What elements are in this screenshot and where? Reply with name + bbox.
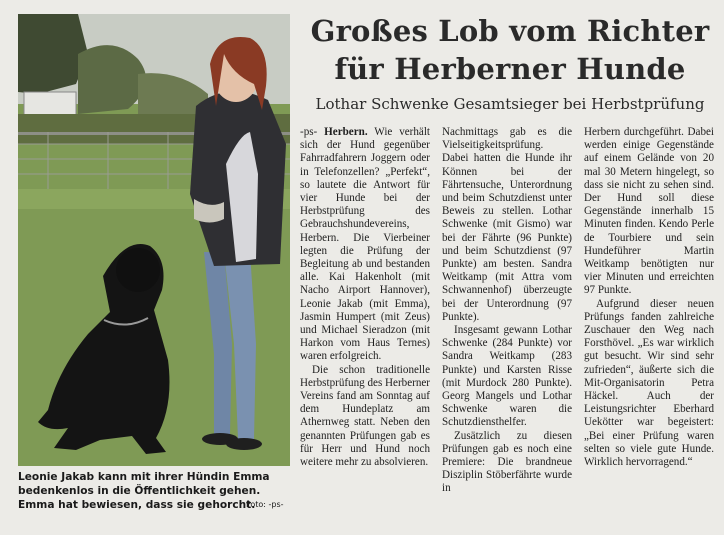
paragraph: Aufgrund dieser neuen Prüfungs fanden zahlreiche Zuschauer den Weg nach Forsthövel. „Es war wirklich gut besucht. Wir sind sehr zufrieden“, äußerte sich die Mit-Organisatorin Petra Häckel. Auch der Leistungsrichter Eberhard Uekötter war begeistert: „Bei einer Prüfung waren selten so viele gute Hunde. Wirklich hervorragend.“ xyxy=(584,297,714,469)
dateline-author: -ps- xyxy=(300,126,318,138)
article-column-1 xyxy=(300,126,430,469)
headline xyxy=(300,12,720,88)
photo-woman-with-dog xyxy=(18,14,290,466)
paragraph: Die schon traditionelle Herbstprüfung des Herberner Vereins fand am Sonntag auf dem Hundeplatz am Athernweg statt. Neben den genannten Prüfungen gab es für Herr und Hund noch weitere mehr zu absolvieren. xyxy=(300,363,430,469)
headline-line-1: Großes Lob vom Richter xyxy=(310,14,710,48)
paragraph: Insgesamt gewann Lothar Schwenke (284 Punkte) vor Sandra Weitkamp (283 Punkte) und Karsten Risse (mit Murdock 280 Punkte). Georg Mangels und Lothar Schwenke waren die Schutzdiensthelfer. xyxy=(442,324,572,429)
paragraph xyxy=(300,126,430,364)
article-column-3 xyxy=(584,126,714,469)
paragraph: Nachmittags gab es die Vielseitigkeitsprüfung. Dabei hatten die Hunde ihr Können bei der Fährtensuche, Unterordnung und beim Schutzdienst unter Beweis zu stellen. Lothar Schwenke (mit Gismo) war bei der Fährte (96 Punkte) und beim Schutzdienst (97 Punkte) am besten. Sandra Weitkamp (mit Attra vom Schwannenhof) überzeugte bei der Unterordnung (97 Punkte). xyxy=(442,126,572,323)
paragraph-text: Wie verhält sich der Hund gegenüber Fahrradfahrern Joggern oder in Telefonzellen? „Perfekt“, so lautete die Antwort für vier Hunde bei der Herbstprüfung des Gebrauchshundevereins, Herbern. Die Vierbeiner legten die Prüfung der Begleitung ab und bestanden alle. Kai Hakenholt (mit Nacho Airport Hannover), Leonie Jakab (mit Emma), Jasmin Humpert (mit Zeus) und Michael Sieradzon (mit Harkon vom Haus Ternes) waren erfolgreich. xyxy=(300,126,431,363)
photo-caption: Leonie Jakab kann mit ihrer Hündin Emma bedenkenlos in die Öffentlichkeit gehen. Emma hat bewiesen, dass sie gehorcht. xyxy=(18,471,270,511)
photo-credit: Foto: -ps- xyxy=(246,500,284,509)
subheadline: Lothar Schwenke Gesamtsieger bei Herbstprüfung xyxy=(315,95,705,113)
article-photo xyxy=(18,14,290,466)
article-column-2 xyxy=(442,126,572,496)
dateline-place: Herbern. xyxy=(324,126,368,138)
paragraph: Zusätzlich zu diesen Prüfungen gab es noch eine Premiere: Die brandneue Disziplin Stöberfährte wurde in xyxy=(442,429,572,495)
paragraph: Herbern durchgeführt. Dabei werden einige Gegenstände auf einem Gelände von 20 mal 30 Metern hingelegt, so dass sie nicht zu sehen sind. Der Hund soll diese Gegenstände innerhalb 15 Minuten finden. Kendo Perle de Tourbiere und sein Hundeführer Martin Weitkamp benötigten nur vier Minuten und erreichten 97 Punkte. xyxy=(584,126,714,297)
headline-line-2: für Herberner Hunde xyxy=(334,52,686,86)
